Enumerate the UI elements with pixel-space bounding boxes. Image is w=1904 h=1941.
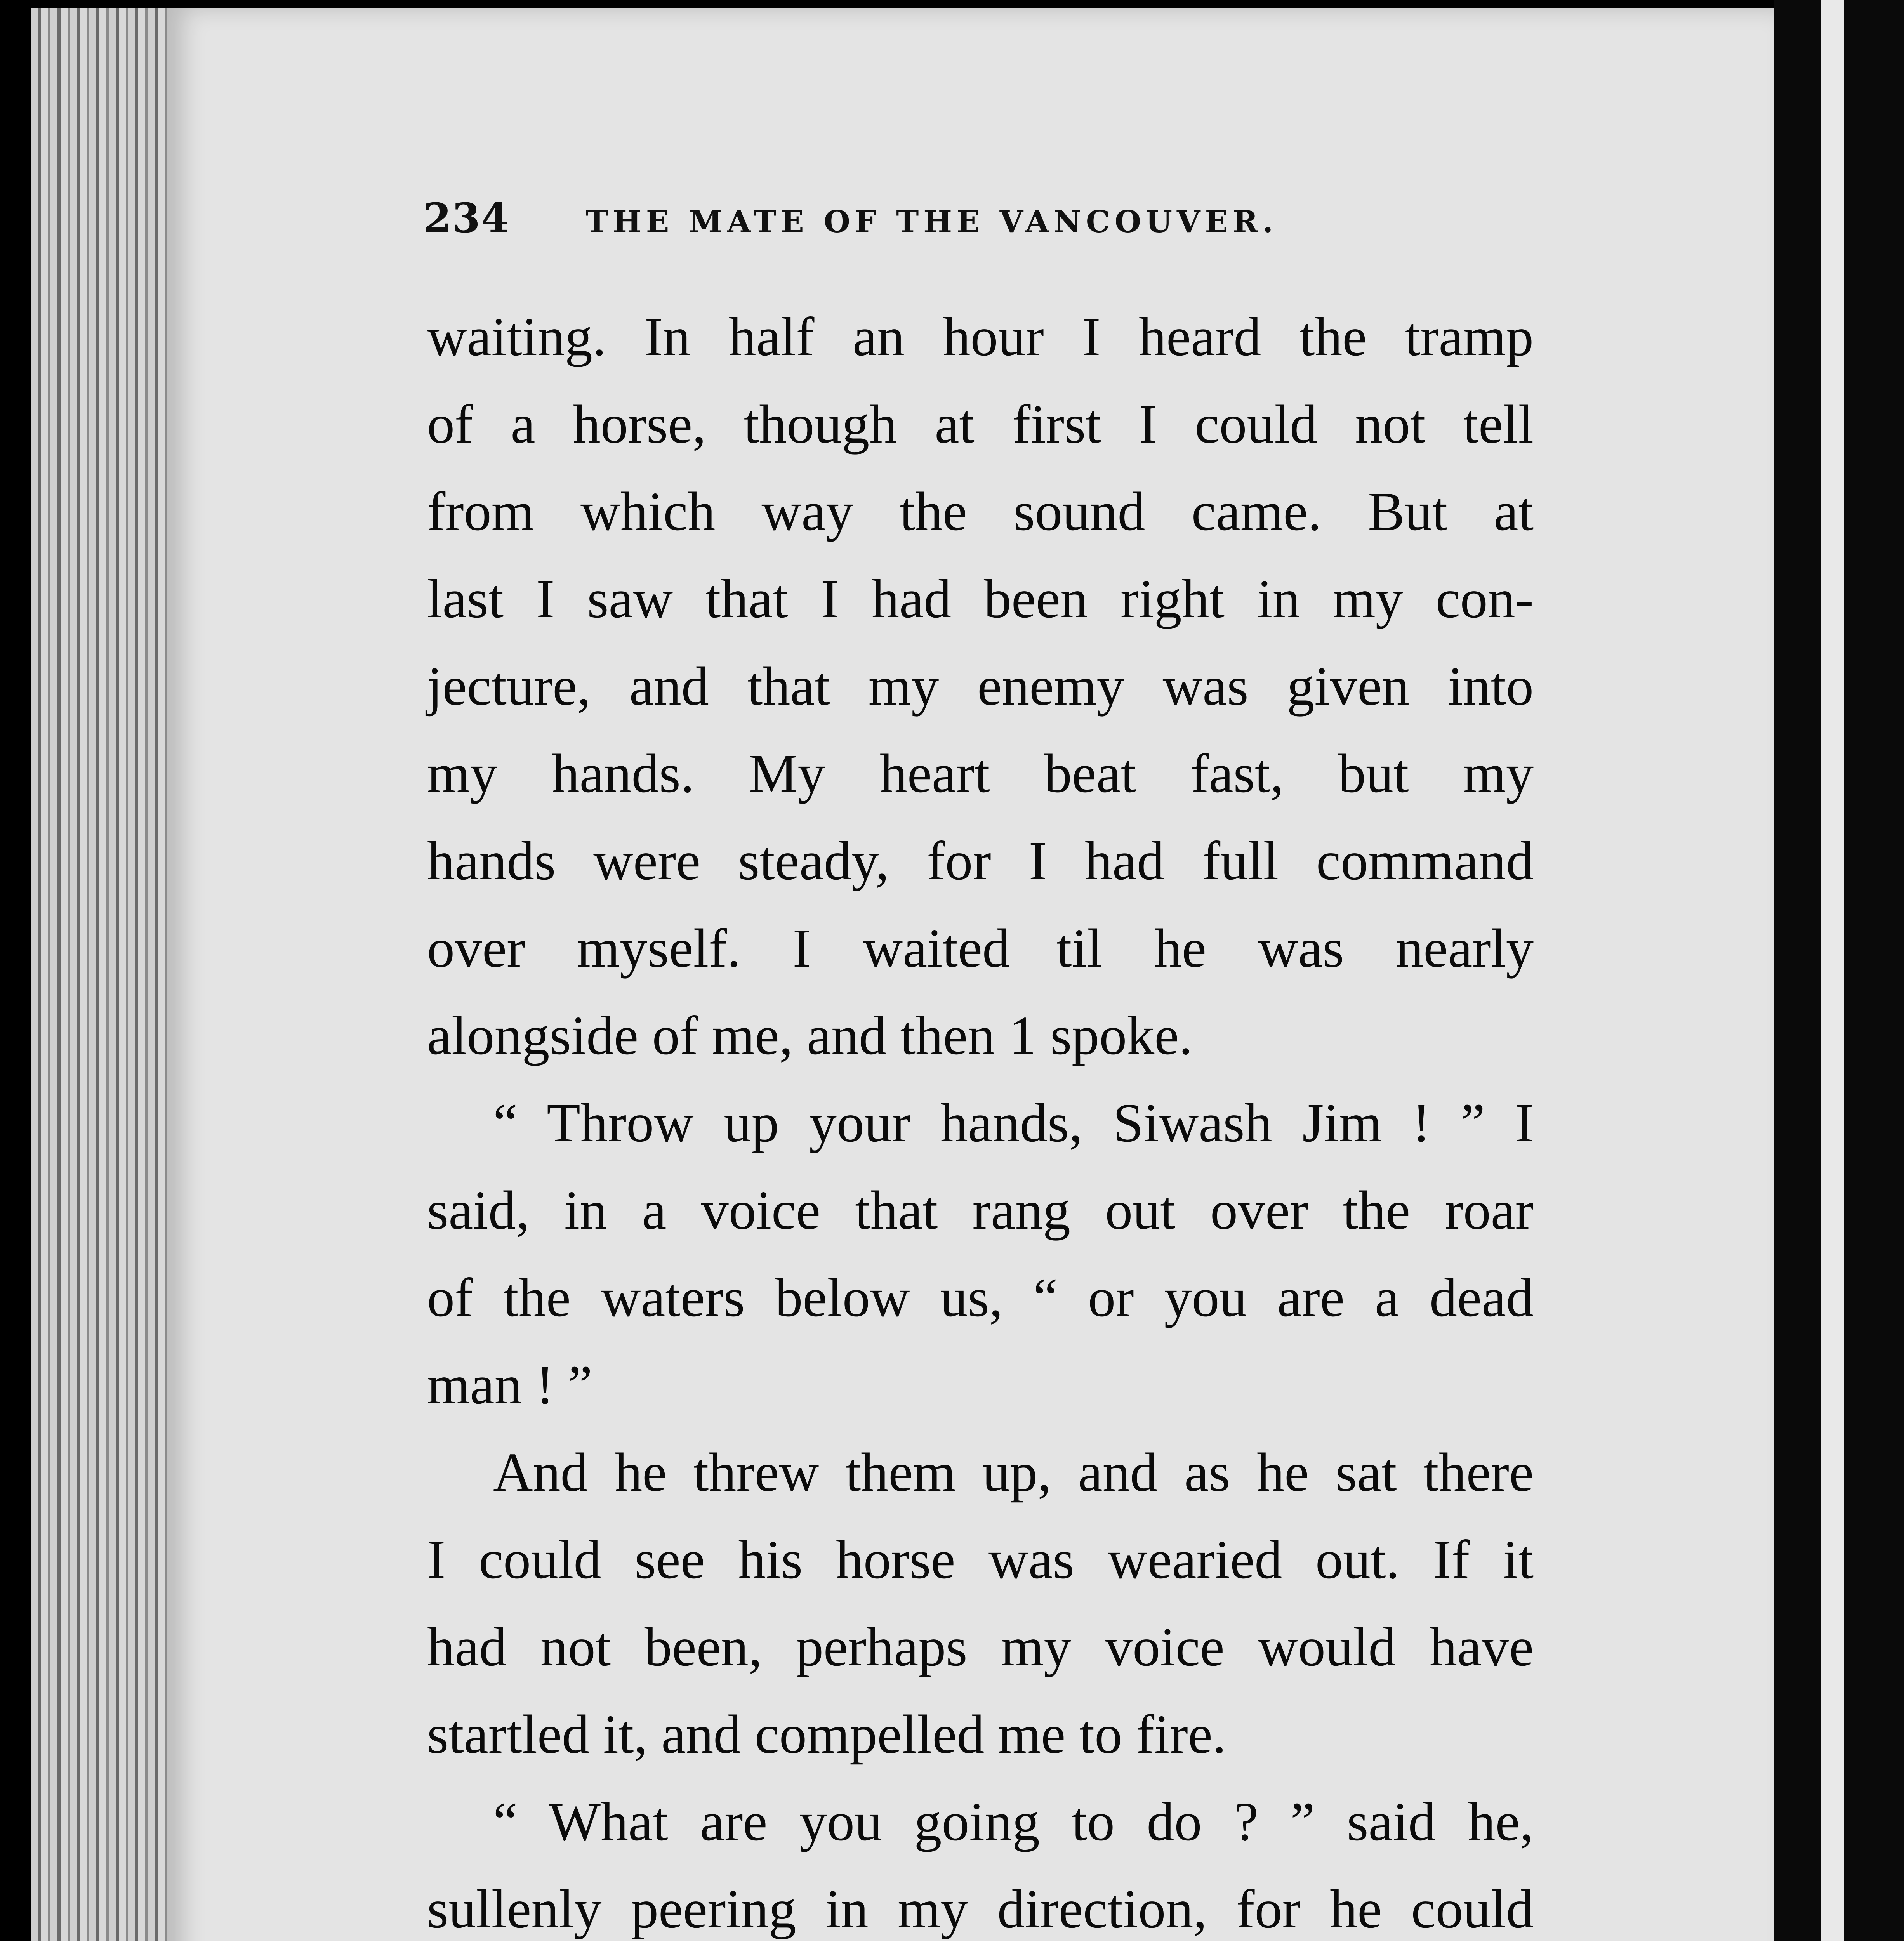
text-line: said, in a voice that rang out over the roar — [427, 1179, 1534, 1241]
right-border — [1774, 0, 1904, 1941]
text-line: sullenly peering in my direction, for he could — [427, 1878, 1534, 1939]
text-fragment: over myself. I waited — [427, 917, 1010, 979]
text-line: last I saw that I had been right in my con- — [427, 568, 1534, 629]
text-line: had not been, perhaps my voice would have — [427, 1616, 1534, 1677]
body-text — [427, 293, 1534, 1941]
text-line: “ Throw up your hands, Siwash Jim ! ” I — [493, 1092, 1534, 1153]
text-line: my hands. My heart beat fast, but my — [427, 743, 1534, 804]
text-line: And he threw them up, and as he sat there — [493, 1441, 1534, 1503]
text-line: waiting. In half an hour I heard the tramp — [427, 306, 1534, 367]
text-fragment: 1 spoke. — [1009, 1005, 1193, 1066]
text-line-split — [427, 905, 1534, 992]
text-line: I could see his horse was wearied out. If it — [427, 1529, 1534, 1590]
running-head — [423, 194, 1549, 242]
text-line: “ What are you going to do ? ” said he, — [493, 1791, 1534, 1852]
text-line: jecture, and that my enemy was given into — [427, 655, 1534, 717]
text-line-split — [427, 992, 1534, 1079]
text-line: hands were steady, for I had full command — [427, 830, 1534, 891]
text-line: startled it, and compelled me to fire. — [427, 1703, 1226, 1765]
text-line: from which way the sound came. But at — [427, 481, 1534, 542]
page-number: 234 — [423, 194, 510, 242]
text-line: of a horse, though at first I could not tell — [427, 393, 1534, 455]
text-line: man ! ” — [427, 1354, 592, 1415]
text-line: of the waters below us, “ or you are a dead — [427, 1267, 1534, 1328]
text-fragment: alongside of me, and then — [427, 1005, 995, 1066]
running-title: THE MATE OF THE VANCOUVER. — [585, 204, 1278, 240]
text-fragment: til he was nearly — [1056, 917, 1534, 979]
